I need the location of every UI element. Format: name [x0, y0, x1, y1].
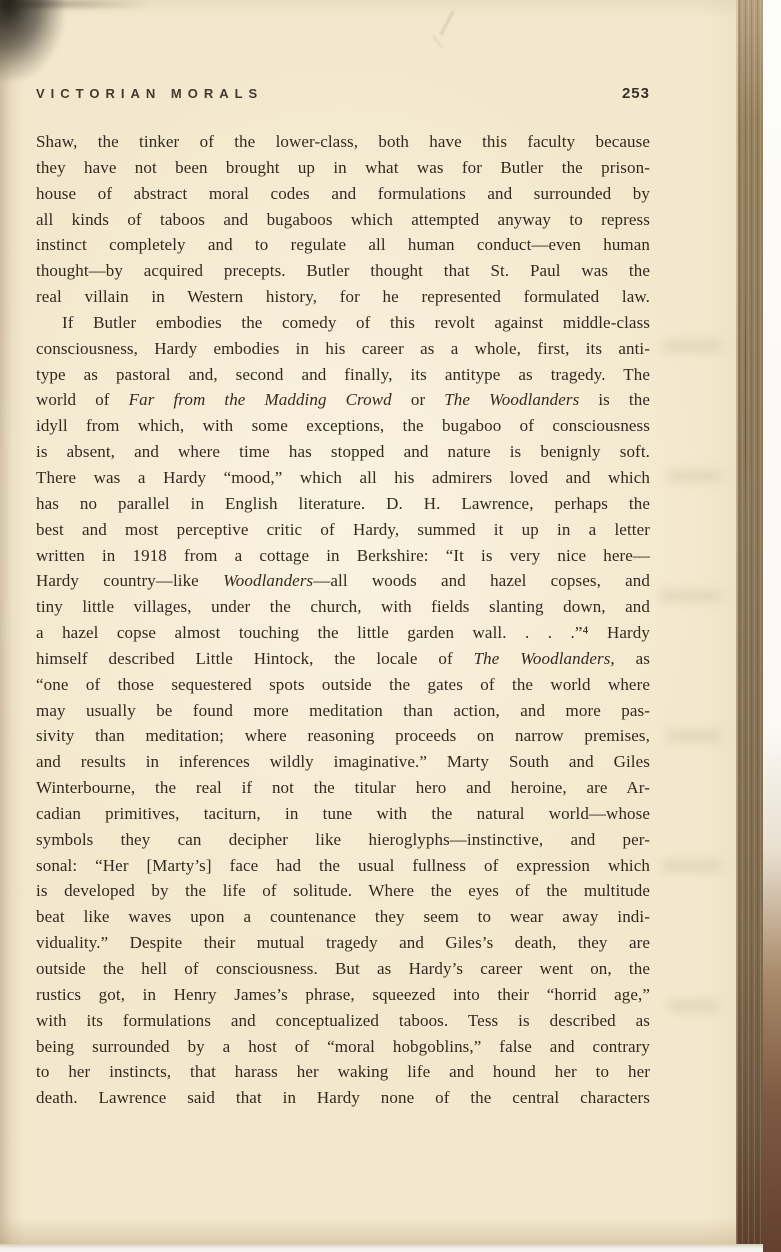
scanner-background-bottom [0, 1244, 763, 1252]
pencil-mark [432, 35, 442, 48]
show-through-mark [668, 470, 720, 482]
text-line: There was a Hardy “mood,” which all his admirers loved and which [36, 467, 650, 487]
text-line: is absent, and where time has stopped and nature is benignly soft. [36, 442, 650, 462]
text-line: outside the hell of consciousness. But as Hardy’s career went on, the [36, 959, 650, 978]
text-line: a hazel copse almost touching the little garden wall. . . .”⁴ Hardy [36, 623, 650, 643]
text-line: sivity than meditation; where reasoning proceeds on narrow premises, [36, 726, 650, 746]
text-line: Winterbourne, the real if not the titular hero and heroine, are Ar- [36, 778, 650, 798]
body-text [36, 129, 650, 1111]
show-through-mark [662, 860, 720, 872]
scan-shadow-top-left [0, 0, 64, 80]
text-line: they have not been brought up in what was for Butler the prison- [36, 157, 650, 177]
text-line: rustics got, in Henry James’s phrase, squeezed into their “horrid age,” [36, 984, 650, 1004]
text-line: symbols they can decipher like hieroglyphs—instinctive, and per- [36, 829, 650, 849]
page-number: 253 [621, 85, 650, 102]
text-line: Shaw, the tinker of the lower-class, both have this faculty because [36, 132, 650, 151]
text-line: Hardy country—like Woodlanders—all woods and hazel copses, and [36, 571, 650, 591]
show-through-mark [662, 340, 720, 352]
book-page-edges [736, 0, 763, 1252]
text-line: sonal: “Her [Marty’s] face had the usual fullness of expression which [36, 855, 650, 875]
show-through-mark [668, 1000, 718, 1012]
text-line: tiny little villages, under the church, with fields slanting down, and [36, 597, 650, 617]
show-through-mark [660, 590, 720, 602]
text-line: If Butler embodies the comedy of this revolt against middle-class [62, 312, 650, 332]
show-through-mark [666, 730, 720, 742]
text-line: world of Far from the Madding Crowd or The Woodlanders is the [36, 390, 650, 410]
text-line: real villain in Western history, for he represented formulated law. [36, 287, 650, 307]
running-header-title: VICTORIAN MORALS [36, 86, 264, 101]
text-line: with its formulations and conceptualized taboos. Tess is described as [36, 1010, 650, 1030]
text-line: has no parallel in English literature. D. H. Lawrence, perhaps the [36, 493, 650, 513]
text-line: beat like waves upon a countenance they seem to wear away indi- [36, 907, 650, 927]
text-line: consciousness, Hardy embodies in his career as a whole, first, its anti- [36, 338, 650, 358]
text-line: himself described Little Hintock, the locale of The Woodlanders, as [36, 648, 650, 668]
text-line: viduality.” Despite their mutual tragedy and Giles’s death, they are [36, 933, 650, 953]
text-line: all kinds of taboos and bugaboos which attempted anyway to repress [36, 209, 650, 229]
text-line: being surrounded by a host of “moral hobgoblins,” false and contrary [36, 1036, 650, 1056]
text-line: house of abstract moral codes and formulations and surrounded by [36, 183, 650, 203]
text-line: “one of those sequestered spots outside the gates of the world where [36, 674, 650, 694]
scan-shadow-top-edge [0, 0, 150, 8]
scanner-background-right [763, 0, 781, 1252]
text-line: thought—by acquired precepts. Butler thought that St. Paul was the [36, 261, 650, 281]
text-line: and results in inferences wildly imaginative.” Marty South and Giles [36, 752, 650, 772]
text-line: idyll from which, with some exceptions, the bugaboo of consciousness [36, 416, 650, 436]
text-line: written in 1918 from a cottage in Berkshire: “It is very nice here— [36, 545, 650, 565]
text-line: instinct completely and to regulate all human conduct—even human [36, 235, 650, 255]
page-edge-red-streak [745, 290, 746, 520]
text-line: may usually be found more meditation than action, and more pas- [36, 700, 650, 720]
text-line: cadian primitives, taciturn, in tune with the natural world—whose [36, 803, 650, 823]
pencil-mark [440, 11, 454, 35]
text-line: death. Lawrence said that in Hardy none of the central characters [36, 1088, 650, 1108]
text-line: to her instincts, that harass her waking life and hound her to her [36, 1062, 650, 1082]
running-header-row [36, 85, 650, 102]
text-line: is developed by the life of solitude. Where the eyes of the multitude [36, 881, 650, 901]
text-line: type as pastoral and, second and finally, its antitype as tragedy. The [36, 364, 650, 384]
page-edge-highlight [736, 0, 738, 1252]
text-line: best and most perceptive critic of Hardy, summed it up in a letter [36, 519, 650, 539]
